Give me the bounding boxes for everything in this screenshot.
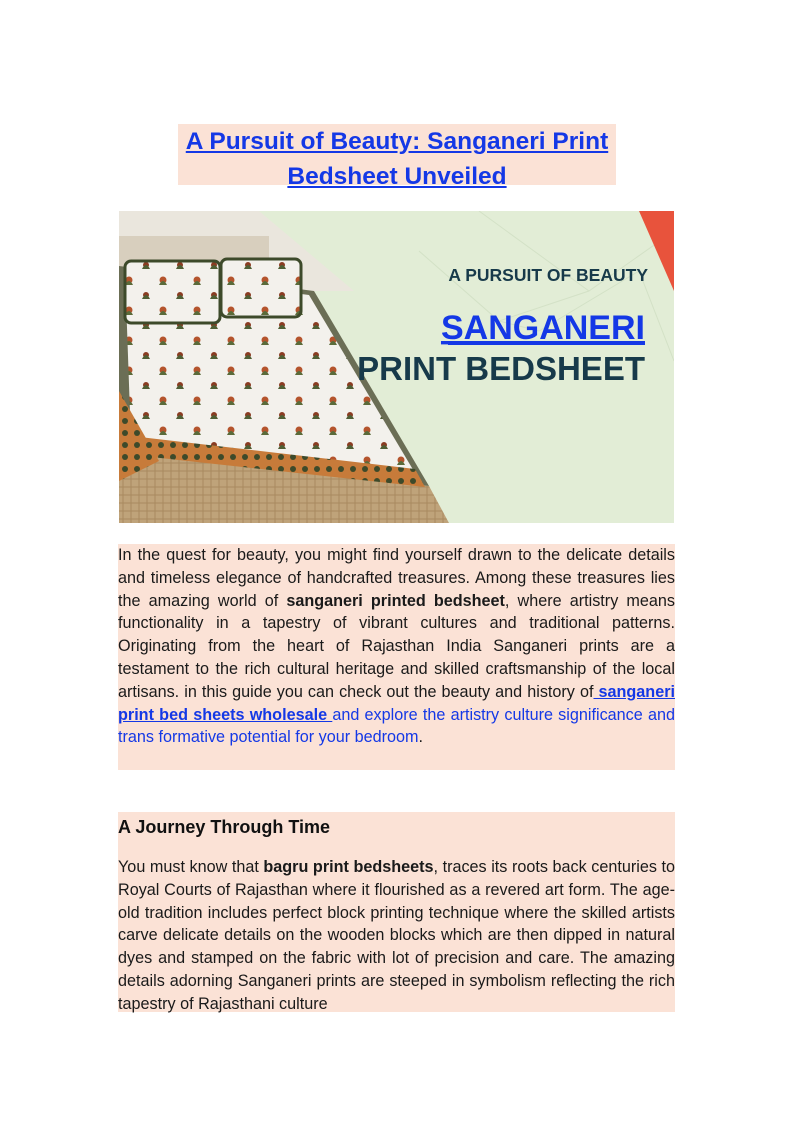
title-line-2: Bedsheet Unveiled — [287, 163, 507, 190]
intro-blue-text: and explore the artistry culture significance and trans formative potential for your bedroom — [118, 705, 675, 747]
section-bold-keyword: bagru print bedsheets — [263, 858, 434, 876]
intro-text-1: In the quest for beauty, you might find yourself drawn to the delicate details and timeless elegance of handcrafted treasures. Among these treasures lies the amazing world of — [118, 546, 675, 610]
title-link[interactable] — [178, 124, 616, 194]
section-text-2: , traces its roots back centuries to Royal Courts of Rajasthan where it flourished as a revered art form. The age-old tradition includes perfect block printing technique where the skilled artists carve delicate details on the wooden blocks which are then dipped in natural dyes and stamped on the fabric with lot of precision and care. The amazing details adorning Sanganeri prints are steeped in symbolism reflecting the rich tapestry of Rajasthani culture — [118, 858, 675, 1013]
section-heading-box — [118, 812, 675, 856]
banner-tagline: A PURSUIT OF BEAUTY — [448, 265, 648, 285]
section-paragraph — [118, 856, 675, 1012]
hero-banner-image — [119, 211, 674, 523]
page-title — [178, 124, 616, 190]
intro-bold-keyword: sanganeri printed bedsheet — [286, 591, 505, 610]
banner-headline-rest: PRINT BEDSHEET — [357, 350, 645, 387]
intro-paragraph — [118, 544, 675, 770]
section-text-1: You must know that — [118, 858, 264, 876]
banner-headline-link[interactable]: SANGANERI — [440, 309, 645, 347]
intro-text-2: , where artistry means functionality in a tapestry of vibrant cultures and traditional patterns. Originating from the heart of Rajasthan India Sanganeri prints are a testament to the rich cultural heritage and skilled craftsmanship of the local artisans. in this guide you can check out the beauty and history of — [118, 591, 675, 701]
wholesale-link[interactable]: sanganeri print bed sheets wholesale — [118, 682, 675, 724]
title-line-1: A Pursuit of Beauty: Sanganeri Print — [185, 128, 609, 155]
section-heading: A Journey Through Time — [118, 817, 331, 837]
intro-end: . — [418, 728, 424, 747]
